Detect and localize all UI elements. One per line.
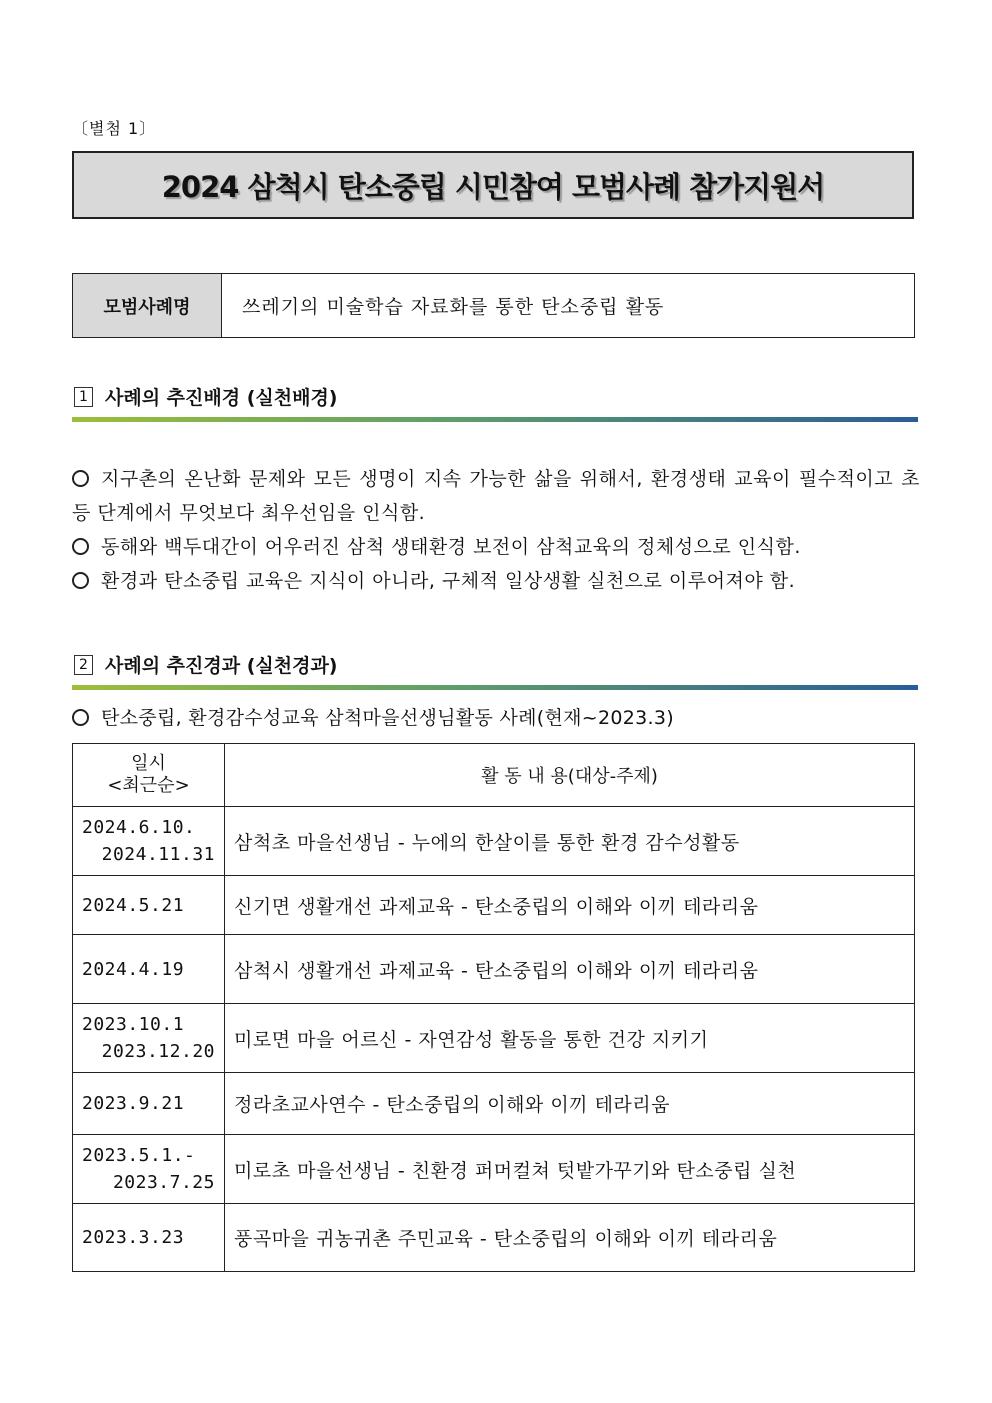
activity-intro: 탄소중립, 환경감수성교육 삼척마을선생님활동 사례(현재~2023.3): [72, 703, 674, 730]
row-content: 미로초 마을선생님 - 친환경 퍼머컬쳐 텃밭가꾸기와 탄소중립 실천: [225, 1135, 915, 1204]
case-name-value: 쓰레기의 미술학습 자료화를 통한 탄소중립 활동: [242, 296, 665, 318]
section2-heading: [74, 651, 338, 678]
table-row: [73, 1135, 915, 1204]
activity-table: [72, 743, 915, 1272]
page-title: 2024 삼척시 탄소중립 시민참여 모범사례 참가지원서: [161, 169, 825, 204]
table-row: [73, 935, 915, 1004]
circle-bullet-icon: [72, 572, 89, 589]
background-item: 지구촌의 온난화 문제와 모든 생명이 지속 가능한 삶을 위해서, 환경생태 교육이 필수적이고 초등 단계에서 무엇보다 최우선임을 인식함.: [72, 468, 920, 524]
row-date: 2023.9.21: [73, 1073, 225, 1135]
row-content: 신기면 생활개선 과제교육 - 탄소중립의 이해와 이끼 테라리움: [225, 876, 915, 935]
row-content: 정라초교사연수 - 탄소중립의 이해와 이끼 테라리움: [225, 1073, 915, 1135]
background-item: 동해와 백두대간이 어우러진 삼척 생태환경 보전이 삼척교육의 정체성으로 인식함.: [72, 530, 920, 564]
section2-divider: [72, 685, 918, 690]
table-row: [73, 1073, 915, 1135]
table-row: [73, 1004, 915, 1073]
section1-number: 1: [74, 387, 93, 407]
section1-title: 사례의 추진배경 (실천배경): [105, 387, 338, 409]
row-date: 2023.3.23: [73, 1204, 225, 1272]
circle-bullet-icon: [72, 470, 89, 487]
section2-title: 사례의 추진경과 (실천경과): [105, 655, 338, 677]
attachment-label: 〔별첨 1〕: [72, 119, 157, 138]
background-item: 환경과 탄소중립 교육은 지식이 아니라, 구체적 일상생활 실천으로 이루어져야 함.: [72, 564, 920, 598]
circle-bullet-icon: [72, 709, 89, 726]
case-name-label: 모범사례명: [73, 274, 222, 337]
row-date: 2024.6.10. 2024.11.31: [73, 807, 225, 876]
title-box: [72, 151, 914, 219]
section1-divider: [72, 417, 918, 422]
section2-number: 2: [74, 655, 93, 675]
row-date: 2024.5.21: [73, 876, 225, 935]
row-date: 2023.10.1 2023.12.20: [73, 1004, 225, 1073]
section1-heading: [74, 383, 338, 410]
row-content: 삼척시 생활개선 과제교육 - 탄소중립의 이해와 이끼 테라리움: [225, 935, 915, 1004]
row-content: 풍곡마을 귀농귀촌 주민교육 - 탄소중립의 이해와 이끼 테라리움: [225, 1204, 915, 1272]
row-content: 미로면 마을 어르신 - 자연감성 활동을 통한 건강 지키기: [225, 1004, 915, 1073]
content-column-header: 활 동 내 용(대상-주제): [225, 744, 915, 807]
row-date: 2023.5.1.- 2023.7.25: [73, 1135, 225, 1204]
table-row: [73, 876, 915, 935]
circle-bullet-icon: [72, 538, 89, 555]
row-content: 삼척초 마을선생님 - 누에의 한살이를 통한 환경 감수성활동: [225, 807, 915, 876]
case-name-table: [72, 273, 915, 338]
row-date: 2024.4.19: [73, 935, 225, 1004]
background-list: [72, 462, 920, 598]
table-row: [73, 1204, 915, 1272]
table-row: [73, 807, 915, 876]
date-column-header: 일시 <최근순>: [73, 744, 225, 807]
